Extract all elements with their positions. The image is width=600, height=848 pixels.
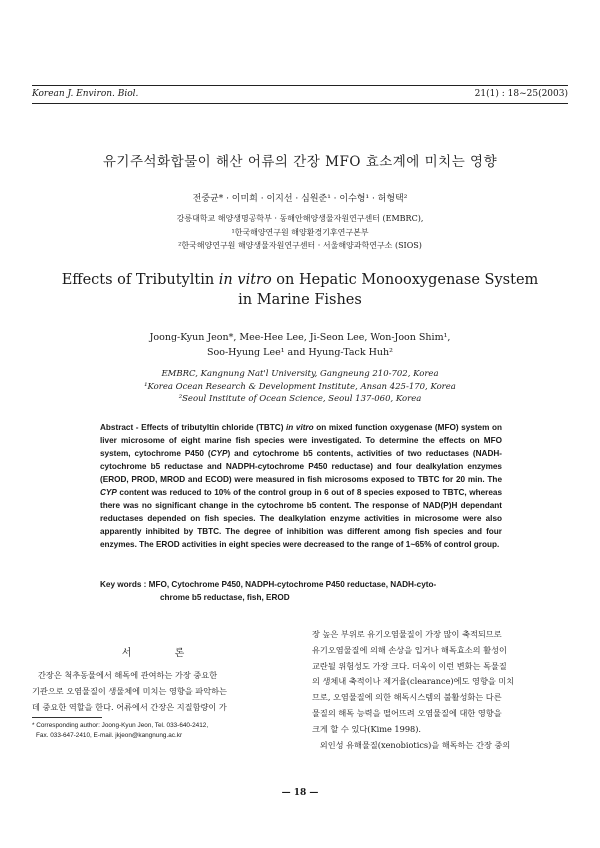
abstract xyxy=(100,421,502,551)
korean-affiliation-2: ¹한국해양연구원 해양환경기후연구본부 xyxy=(231,227,369,237)
footnote xyxy=(32,721,294,741)
abstract-text-1: Abstract - Effects of tributyltin chloride (TBTC) xyxy=(100,423,287,432)
left-line-3: 데 중요한 역할을 한다. 어류에서 간장은 지질함량이 가 xyxy=(32,701,227,712)
abstract-italic-2: CYP xyxy=(210,449,228,458)
english-title-part3: on Hepatic Monooxygenase System xyxy=(271,272,539,288)
section-heading-introduction: 서 론 xyxy=(121,648,205,659)
korean-affiliation-3: ²한국해양연구원 해양생물자원연구센터 · 서울해양과학연구소 (SIOS) xyxy=(178,241,422,250)
english-authors xyxy=(32,330,568,360)
english-affiliations xyxy=(32,368,568,406)
journal-name: Korean J. Environ. Biol. xyxy=(32,89,139,99)
english-title xyxy=(32,270,568,310)
right-column xyxy=(312,627,570,753)
keywords-line2: chrome b5 reductase, fish, EROD xyxy=(160,593,290,602)
footnote-line-2: Fax. 033-647-2410, E-mail. jkjeon@kangnung.ac.kr xyxy=(36,732,183,739)
volume-pages: 21(1) : 18~25(2003) xyxy=(474,89,568,99)
abstract-text-2: on mixed function oxygenase (MFO) system on liver microsome of eight marine fish species were investigated. To determine the effects on MFO system, cytochrome P450 ( xyxy=(100,423,502,458)
english-title-italic: in vitro xyxy=(218,272,272,288)
right-line-6: 물질의 해독 능력을 떨어뜨려 오염물질에 대한 영향을 xyxy=(312,707,502,718)
left-line-2: 기관으로 오염물질이 생물체에 미치는 영향을 파악하는 xyxy=(32,685,227,696)
korean-title: 유기주석화합물이 해산 어류의 간장 MFO 효소계에 미치는 영향 xyxy=(102,154,498,170)
right-line-7: 크게 할 수 있다(Kime 1998). xyxy=(312,723,422,734)
abstract-text-4: content was reduced to 10% of the control group in 6 out of 8 species exposed to TBTC, whereas there was no significant change in the cytochrome b5 content. The response of NAD(P)H dependant reductases depended on fish species. The dealkylation enzyme activities in microsome were also apparently inhibited by TBTC. The degree of inhibition was different among fish species and four enzymes. The EROD activities in eight species were decreased to the range of 1~65% of control group. xyxy=(100,488,502,549)
running-header xyxy=(32,89,568,99)
keywords-line1: Key words : MFO, Cytochrome P450, NADPH-cytochrome P450 reductase, NADH-cyto- xyxy=(100,580,437,589)
english-authors-line2: Soo-Hyung Lee¹ and Hyung-Tack Huh² xyxy=(207,347,393,358)
english-affiliation-3: ²Seoul Institute of Ocean Science, Seoul 137-060, Korea xyxy=(178,394,422,404)
header-bottom-rule xyxy=(32,103,568,104)
left-line-1: 간장은 척추동물에서 해독에 관여하는 가장 중요한 xyxy=(38,670,218,680)
right-line-2: 유기오염물질에 의해 손상을 입거나 해독효소의 활성이 xyxy=(312,644,507,655)
footnote-line-1: * Corresponding author: Joong-Kyun Jeon, Tel. 033-640-2412, xyxy=(32,722,209,729)
english-title-line2: in Marine Fishes xyxy=(238,292,362,308)
right-line-3: 교란될 위험성도 가장 크다. 더욱이 이런 변화는 독물질 xyxy=(312,660,507,671)
abstract-italic-1: in vitro xyxy=(286,423,314,432)
english-authors-line1: Joong-Kyun Jeon*, Mee-Hee Lee, Ji-Seon Lee, Won-Joon Shim¹, xyxy=(149,332,451,343)
korean-authors: 전중균* · 이미희 · 이지선 · 심원준¹ · 이수형¹ · 허형택² xyxy=(192,194,408,204)
header-top-rule xyxy=(32,85,568,86)
right-line-4: 의 생체내 축적이나 제거율(clearance)에도 영향을 미치 xyxy=(312,676,515,687)
abstract-italic-3: CYP xyxy=(100,488,117,497)
korean-affiliation-1: 강릉대학교 해양생명공학부 · 동해안해양생물자원연구센터 (EMBRC), xyxy=(176,214,424,223)
right-line-8: 외인성 유해물질(xenobiotics)을 해독하는 간장 중의 xyxy=(312,739,511,750)
footnote-rule xyxy=(32,717,102,718)
page-number: — 18 — xyxy=(281,788,319,798)
right-line-1: 장 높은 부위로 유기오염물질이 가장 많이 축적되므로 xyxy=(312,629,502,639)
keywords xyxy=(100,578,502,604)
english-affiliation-1: EMBRC, Kangnung Nat'l University, Gangneung 210-702, Korea xyxy=(161,369,439,379)
abstract-text-3: ) and cytochrome b5 contents, activities of two reductases (NADH-cytochrome b5 reductase and NADPH-cytochrome P450 reductase) and four dealkylation enzymes (EROD, PROD, MROD and ECOD) were measured in fish microsoms exposed to TBTC for 20 min. The xyxy=(100,449,502,484)
left-column xyxy=(32,668,294,715)
english-title-part1: Effects of Tributyltin xyxy=(61,272,219,288)
right-line-5: 므로, 오염물질에 의한 해독시스템의 불활성화는 다른 xyxy=(312,692,502,703)
english-affiliation-2: ¹Korea Ocean Research & Development Institute, Ansan 425-170, Korea xyxy=(144,381,456,392)
